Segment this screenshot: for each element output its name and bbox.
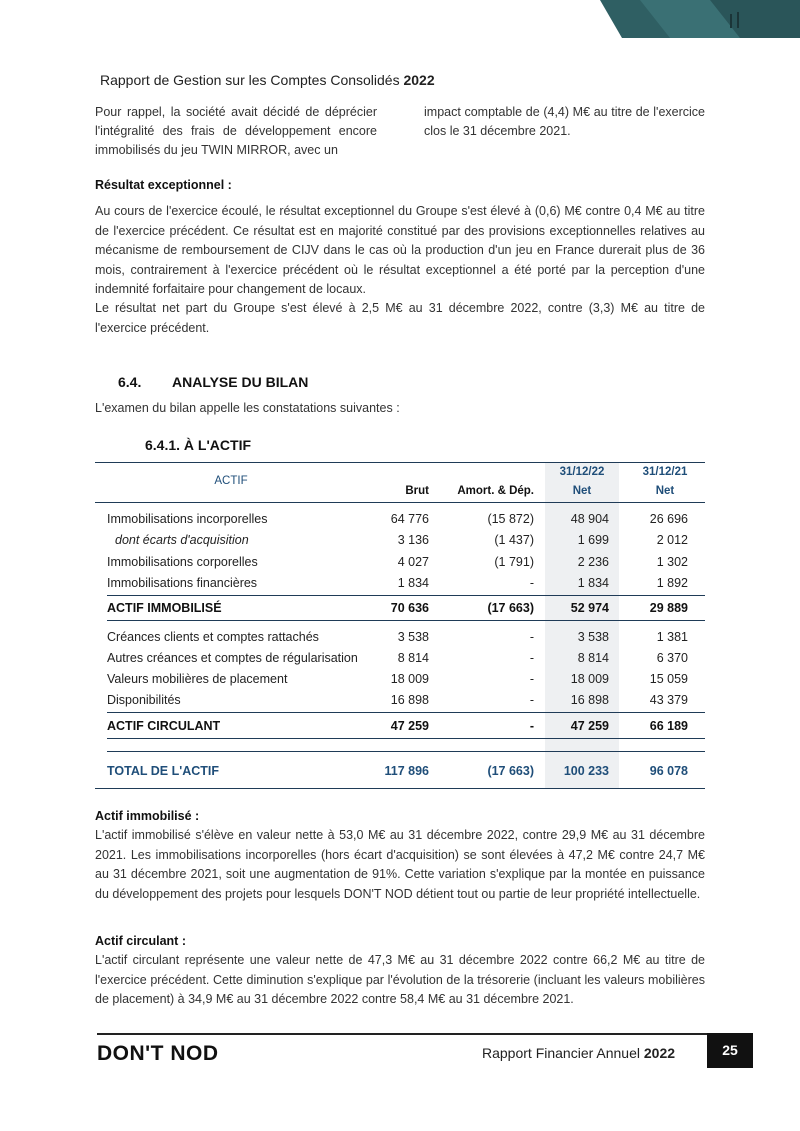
row-net-2021: 96 078 xyxy=(649,764,688,778)
row-label: Valeurs mobilières de placement xyxy=(107,672,288,686)
header-net-2022: Net xyxy=(572,485,592,497)
footer-report-name: Rapport Financier Annuel xyxy=(482,1045,640,1061)
row-label: Autres créances et comptes de régularisation xyxy=(107,651,358,665)
subtotal-row-actif-immobilise xyxy=(95,598,705,619)
row-brut: 70 636 xyxy=(390,601,429,615)
table-row xyxy=(95,669,705,690)
actif-circulant-heading: Actif circulant : xyxy=(95,934,186,948)
table-top-rule xyxy=(95,462,705,463)
row-brut: 16 898 xyxy=(390,693,429,707)
row-net-2021: 1 892 xyxy=(656,576,688,590)
row-brut: 18 009 xyxy=(390,672,429,686)
row-label: Disponibilités xyxy=(107,693,181,707)
row-amort: (15 872) xyxy=(487,512,534,526)
subtotal-rule xyxy=(107,620,705,621)
subtotal-rule xyxy=(107,595,705,596)
intro-column-right: impact comptable de (4,4) M€ au titre de l'exercice clos le 31 décembre 2021. xyxy=(424,105,705,138)
row-net-2022: 48 904 xyxy=(570,512,609,526)
row-amort: - xyxy=(529,693,534,707)
row-amort: - xyxy=(529,719,534,733)
row-amort: (17 663) xyxy=(487,764,534,778)
resultat-exceptionnel-paragraph: Au cours de l'exercice écoulé, le résultat exceptionnel du Groupe s'est élevé à (0,6) M€ contre 0,4 M€ au titre de l'exercice précédent. Ce résultat est en majorité constitué par des provisions exceptionnelles relatives au mécanisme de remboursement de CIJV dans le cas où la production d'un jeu en France durerait plus de 36 mois, contrairement à l'exercice précédent où le résultat exceptionnel a été porté par la perception d'une indemnité forfaitaire pour changement de locaux. xyxy=(95,204,705,296)
row-amort: (1 791) xyxy=(494,555,534,569)
actif-immobilise-paragraph: L'actif immobilisé s'élève en valeur nette à 53,0 M€ au 31 décembre 2022, contre 29,9 M€ au 31 décembre 2021. Les immobilisations incorporelles (hors écart d'acquisition) se sont élevées à 47,2 M€ contre 24,7 M€ au 31 décembre 2021, soit une augmentation de 91%. Cette variation s'explique par la montée en puissance du développement des projets pour lesquels DON'T NOD détient tout ou partie de leur propriété intellectuelle. xyxy=(95,828,705,901)
row-net-2021: 29 889 xyxy=(649,601,688,615)
row-net-2022: 2 236 xyxy=(577,555,609,569)
row-net-2021: 2 012 xyxy=(656,533,688,547)
row-amort: (17 663) xyxy=(487,601,534,615)
row-net-2022: 18 009 xyxy=(570,672,609,686)
row-brut: 4 027 xyxy=(397,555,429,569)
actif-circulant-paragraph: L'actif circulant représente une valeur nette de 47,3 M€ au 31 décembre 2022 contre 66,2 M€ au titre de l'exercice précédent. Cette diminution s'explique par l'évolution de la trésorerie (incluant les valeurs mobilières de placement) à 34,9 M€ au 31 décembre 2022 contre 58,4 M€ au 31 décembre 2021. xyxy=(95,953,705,1006)
row-amort: - xyxy=(529,576,534,590)
subtotal-rule xyxy=(107,738,705,739)
table-header xyxy=(95,464,705,504)
resultat-net-paragraph: Le résultat net part du Groupe s'est élevé à 2,5 M€ au 31 décembre 2022, contre (3,3) M€ au titre de l'exercice précédent. xyxy=(95,301,705,335)
subtotal-row-actif-circulant xyxy=(95,716,705,737)
section-number: 6.4. xyxy=(118,374,142,390)
table-row xyxy=(95,627,705,648)
row-label: Créances clients et comptes rattachés xyxy=(107,630,319,644)
header-brut: Brut xyxy=(405,485,429,497)
row-label: dont écarts d'acquisition xyxy=(115,533,249,547)
row-label: Immobilisations corporelles xyxy=(107,555,258,569)
row-net-2021: 1 381 xyxy=(656,630,688,644)
row-net-2022: 1 834 xyxy=(577,576,609,590)
footer-report-title xyxy=(482,1045,675,1061)
running-header xyxy=(100,72,435,88)
table-row xyxy=(95,509,705,530)
header-date-2021: 31/12/21 xyxy=(642,466,688,478)
row-brut: 3 538 xyxy=(397,630,429,644)
row-net-2021: 6 370 xyxy=(656,651,688,665)
header-actif: ACTIF xyxy=(214,475,248,487)
table-row xyxy=(95,648,705,669)
row-brut: 3 136 xyxy=(397,533,429,547)
header-year: 2022 xyxy=(403,72,435,88)
section-intro: L'examen du bilan appelle les constatations suivantes : xyxy=(95,401,400,415)
row-brut: 1 834 xyxy=(397,576,429,590)
table-row xyxy=(95,552,705,573)
row-net-2022: 52 974 xyxy=(570,601,609,615)
resultat-exceptionnel-heading: Résultat exceptionnel : xyxy=(95,178,232,192)
total-rule xyxy=(107,751,705,752)
header-banner-image xyxy=(600,0,800,38)
table-bottom-rule xyxy=(95,788,705,789)
row-net-2022: 16 898 xyxy=(570,693,609,707)
intro-column-left: Pour rappel, la société avait décidé de déprécier l'intégralité des frais de développement encore immobilisés du jeu TWIN MIRROR, avec un xyxy=(95,105,377,157)
row-brut: 117 896 xyxy=(384,764,429,778)
row-net-2022: 100 233 xyxy=(563,764,609,778)
header-title: Rapport de Gestion sur les Comptes Consolidés xyxy=(100,72,400,88)
row-label: Immobilisations financières xyxy=(107,576,258,590)
row-label: Immobilisations incorporelles xyxy=(107,512,268,526)
row-brut: 64 776 xyxy=(390,512,429,526)
row-brut: 8 814 xyxy=(397,651,429,665)
row-amort: - xyxy=(529,630,534,644)
row-net-2021: 26 696 xyxy=(649,512,688,526)
footer-rule xyxy=(97,1033,707,1035)
row-brut: 47 259 xyxy=(390,719,429,733)
section-title: ANALYSE DU BILAN xyxy=(172,374,309,390)
row-amort: - xyxy=(529,672,534,686)
row-amort: (1 437) xyxy=(494,533,534,547)
row-amort: - xyxy=(529,651,534,665)
row-net-2021: 43 379 xyxy=(649,693,688,707)
page-number: 25 xyxy=(707,1033,753,1068)
header-date-2022: 31/12/22 xyxy=(559,466,605,478)
subsection-title: 6.4.1. À L'ACTIF xyxy=(145,437,252,453)
row-label: TOTAL DE L'ACTIF xyxy=(107,764,219,778)
row-net-2022: 8 814 xyxy=(577,651,609,665)
table-row xyxy=(95,573,705,594)
row-net-2021: 15 059 xyxy=(649,672,688,686)
footer-year: 2022 xyxy=(643,1045,676,1061)
row-net-2021: 66 189 xyxy=(649,719,688,733)
table-row xyxy=(95,530,705,551)
header-net-2021: Net xyxy=(655,485,675,497)
row-label: ACTIF IMMOBILISÉ xyxy=(107,601,222,615)
total-row xyxy=(95,761,705,782)
row-net-2022: 47 259 xyxy=(570,719,609,733)
row-label: ACTIF CIRCULANT xyxy=(107,719,221,733)
header-rule xyxy=(95,502,705,503)
header-amort: Amort. & Dép. xyxy=(457,485,534,497)
company-logo: DON'T NOD xyxy=(97,1042,219,1065)
actif-immobilise-heading: Actif immobilisé : xyxy=(95,809,200,823)
row-net-2022: 3 538 xyxy=(577,630,609,644)
row-net-2021: 1 302 xyxy=(656,555,688,569)
subtotal-rule xyxy=(107,712,705,713)
table-row xyxy=(95,690,705,711)
row-net-2022: 1 699 xyxy=(577,533,609,547)
